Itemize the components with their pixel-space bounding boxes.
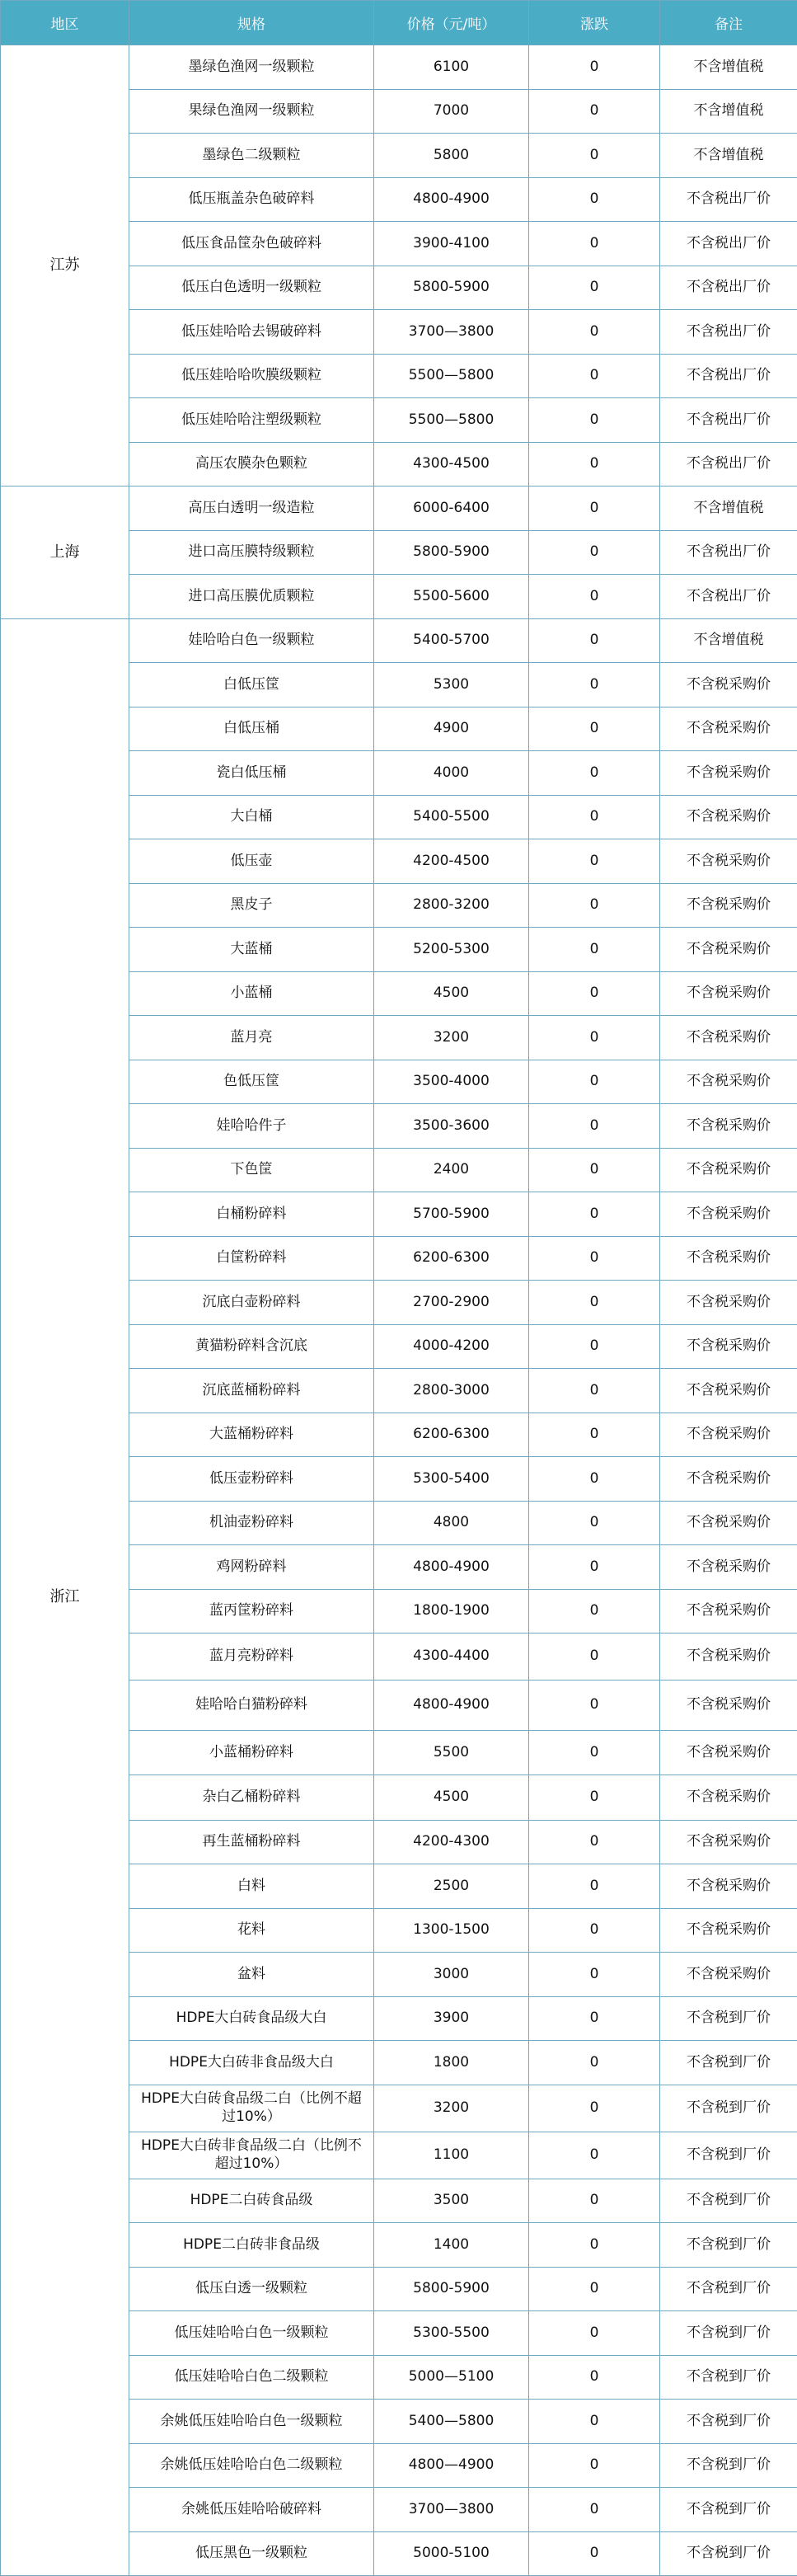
- change-cell: 0: [529, 266, 660, 310]
- price-cell: 4000: [374, 751, 529, 796]
- change-cell: 0: [529, 1681, 660, 1731]
- change-cell: 0: [529, 530, 660, 575]
- change-cell: 0: [529, 1820, 660, 1864]
- change-cell: 0: [529, 575, 660, 619]
- note-cell: 不含税到厂价: [660, 2085, 797, 2132]
- spec-cell: 大蓝桶: [129, 928, 374, 972]
- note-cell: 不含税到厂价: [660, 2132, 797, 2179]
- note-cell: 不含税采购价: [660, 1060, 797, 1104]
- region-cell: 上海: [1, 487, 129, 619]
- spec-cell: 余姚低压娃哈哈破碎料: [129, 2488, 374, 2532]
- price-cell: 3900-4100: [374, 222, 529, 266]
- spec-cell: 白低压桶: [129, 707, 374, 751]
- change-cell: 0: [529, 2085, 660, 2132]
- spec-cell: 低压黑色一级颗粒: [129, 2531, 374, 2576]
- note-cell: 不含税采购价: [660, 795, 797, 839]
- price-cell: 5800-5900: [374, 2267, 529, 2311]
- change-cell: 0: [529, 1192, 660, 1237]
- change-cell: 0: [529, 1324, 660, 1369]
- change-cell: 0: [529, 2400, 660, 2444]
- price-cell: 3700—3800: [374, 2488, 529, 2532]
- price-cell: 5200-5300: [374, 928, 529, 972]
- note-cell: 不含税采购价: [660, 1501, 797, 1545]
- price-cell: 5800: [374, 134, 529, 178]
- change-cell: 0: [529, 1016, 660, 1060]
- note-cell: 不含增值税: [660, 134, 797, 178]
- change-cell: 0: [529, 1731, 660, 1775]
- note-cell: 不含税出厂价: [660, 266, 797, 310]
- spec-cell: HDPE大白砖非食品级二白（比例不超过10%）: [129, 2132, 374, 2179]
- note-cell: 不含税采购价: [660, 1681, 797, 1731]
- change-cell: 0: [529, 839, 660, 884]
- spec-cell: 瓷白低压桶: [129, 751, 374, 796]
- price-cell: 5500-5600: [374, 575, 529, 619]
- note-cell: 不含税采购价: [660, 1864, 797, 1909]
- spec-cell: 低压壶: [129, 839, 374, 884]
- change-cell: 0: [529, 2223, 660, 2268]
- spec-cell: 大蓝桶粉碎料: [129, 1413, 374, 1457]
- change-cell: 0: [529, 928, 660, 972]
- change-cell: 0: [529, 177, 660, 222]
- note-cell: 不含税采购价: [660, 1589, 797, 1634]
- spec-cell: 进口高压膜优质颗粒: [129, 575, 374, 619]
- note-cell: 不含税到厂价: [660, 2311, 797, 2356]
- note-cell: 不含税采购价: [660, 1104, 797, 1149]
- note-cell: 不含税采购价: [660, 1820, 797, 1864]
- spec-cell: 余姚低压娃哈哈白色二级颗粒: [129, 2443, 374, 2488]
- change-cell: 0: [529, 1953, 660, 1997]
- price-cell: 5400-5700: [374, 618, 529, 663]
- header-note: 备注: [660, 1, 797, 45]
- change-cell: 0: [529, 1589, 660, 1634]
- spec-cell: 娃哈哈件子: [129, 1104, 374, 1149]
- note-cell: 不含税采购价: [660, 928, 797, 972]
- price-cell: 6000-6400: [374, 487, 529, 531]
- change-cell: 0: [529, 45, 660, 90]
- price-cell: 1800: [374, 2041, 529, 2085]
- price-cell: 3700—3800: [374, 310, 529, 355]
- header-region: 地区: [1, 1, 129, 45]
- note-cell: 不含税出厂价: [660, 398, 797, 443]
- change-cell: 0: [529, 354, 660, 398]
- spec-cell: 低压娃哈哈吹膜级颗粒: [129, 354, 374, 398]
- note-cell: 不含税采购价: [660, 1775, 797, 1820]
- spec-cell: 小蓝桶粉碎料: [129, 1731, 374, 1775]
- spec-cell: 机油壶粉碎料: [129, 1501, 374, 1545]
- note-cell: 不含税到厂价: [660, 2443, 797, 2488]
- price-cell: 7000: [374, 89, 529, 134]
- note-cell: 不含税采购价: [660, 1545, 797, 1590]
- header-row: [1, 1, 797, 45]
- price-cell: 4800—4900: [374, 2443, 529, 2488]
- change-cell: 0: [529, 1545, 660, 1590]
- header-price: 价格（元/吨）: [374, 1, 529, 45]
- price-cell: 4800-4900: [374, 1545, 529, 1590]
- spec-cell: 小蓝桶: [129, 971, 374, 1016]
- note-cell: 不含税到厂价: [660, 2400, 797, 2444]
- change-cell: 0: [529, 2355, 660, 2400]
- price-cell: 4300-4500: [374, 442, 529, 487]
- change-cell: 0: [529, 751, 660, 796]
- note-cell: 不含税到厂价: [660, 2488, 797, 2532]
- change-cell: 0: [529, 134, 660, 178]
- spec-cell: 大白桶: [129, 795, 374, 839]
- spec-cell: 沉底蓝桶粉碎料: [129, 1369, 374, 1413]
- note-cell: 不含税采购价: [660, 1016, 797, 1060]
- change-cell: 0: [529, 883, 660, 928]
- note-cell: 不含增值税: [660, 89, 797, 134]
- spec-cell: HDPE大白砖食品级二白（比例不超过10%）: [129, 2085, 374, 2132]
- spec-cell: 蓝月亮: [129, 1016, 374, 1060]
- change-cell: 0: [529, 618, 660, 663]
- spec-cell: HDPE二白砖食品级: [129, 2179, 374, 2223]
- price-cell: 4000-4200: [374, 1324, 529, 1369]
- price-cell: 4200-4300: [374, 1820, 529, 1864]
- change-cell: 0: [529, 2311, 660, 2356]
- change-cell: 0: [529, 971, 660, 1016]
- note-cell: 不含税采购价: [660, 1192, 797, 1237]
- spec-cell: 黄猫粉碎料含沉底: [129, 1324, 374, 1369]
- price-cell: 1400: [374, 2223, 529, 2268]
- header-spec: 规格: [129, 1, 374, 45]
- price-cell: 4800-4900: [374, 177, 529, 222]
- note-cell: 不含税出厂价: [660, 354, 797, 398]
- spec-cell: 沉底白壶粉碎料: [129, 1281, 374, 1325]
- price-cell: 3200: [374, 1016, 529, 1060]
- price-cell: 2800-3200: [374, 883, 529, 928]
- price-cell: 4800: [374, 1501, 529, 1545]
- change-cell: 0: [529, 1634, 660, 1681]
- change-cell: 0: [529, 1864, 660, 1909]
- spec-cell: 低压娃哈哈白色二级颗粒: [129, 2355, 374, 2400]
- note-cell: 不含税出厂价: [660, 177, 797, 222]
- note-cell: 不含税采购价: [660, 1281, 797, 1325]
- note-cell: 不含税出厂价: [660, 310, 797, 355]
- price-cell: 3500-3600: [374, 1104, 529, 1149]
- change-cell: 0: [529, 222, 660, 266]
- spec-cell: 杂白乙桶粉碎料: [129, 1775, 374, 1820]
- price-cell: 4300-4400: [374, 1634, 529, 1681]
- price-cell: 5800-5900: [374, 266, 529, 310]
- note-cell: 不含税采购价: [660, 1953, 797, 1997]
- table-header: [1, 1, 797, 45]
- price-cell: 6200-6300: [374, 1236, 529, 1281]
- price-cell: 3200: [374, 2085, 529, 2132]
- price-cell: 5400-5500: [374, 795, 529, 839]
- note-cell: 不含税采购价: [660, 1731, 797, 1775]
- change-cell: 0: [529, 2179, 660, 2223]
- table-row: [1, 45, 797, 90]
- change-cell: 0: [529, 1236, 660, 1281]
- note-cell: 不含税出厂价: [660, 575, 797, 619]
- spec-cell: 低压白色透明一级颗粒: [129, 266, 374, 310]
- spec-cell: HDPE二白砖非食品级: [129, 2223, 374, 2268]
- price-cell: 2500: [374, 1864, 529, 1909]
- spec-cell: 果绿色渔网一级颗粒: [129, 89, 374, 134]
- spec-cell: 余姚低压娃哈哈白色一级颗粒: [129, 2400, 374, 2444]
- note-cell: 不含税到厂价: [660, 2041, 797, 2085]
- change-cell: 0: [529, 1104, 660, 1149]
- price-cell: 5000—5100: [374, 2355, 529, 2400]
- spec-cell: 低压娃哈哈白色一级颗粒: [129, 2311, 374, 2356]
- price-cell: 4200-4500: [374, 839, 529, 884]
- note-cell: 不含税采购价: [660, 751, 797, 796]
- note-cell: 不含税采购价: [660, 1369, 797, 1413]
- price-cell: 4500: [374, 971, 529, 1016]
- change-cell: 0: [529, 663, 660, 707]
- change-cell: 0: [529, 2041, 660, 2085]
- spec-cell: 盆料: [129, 1953, 374, 1997]
- spec-cell: 低压壶粉碎料: [129, 1457, 374, 1502]
- change-cell: 0: [529, 487, 660, 531]
- change-cell: 0: [529, 398, 660, 443]
- note-cell: 不含税到厂价: [660, 2179, 797, 2223]
- price-cell: 5500: [374, 1731, 529, 1775]
- note-cell: 不含税出厂价: [660, 442, 797, 487]
- price-cell: 4500: [374, 1775, 529, 1820]
- price-cell: 3500: [374, 2179, 529, 2223]
- price-cell: 5500—5800: [374, 354, 529, 398]
- spec-cell: 墨绿色渔网一级颗粒: [129, 45, 374, 90]
- change-cell: 0: [529, 89, 660, 134]
- spec-cell: 白料: [129, 1864, 374, 1909]
- spec-cell: 再生蓝桶粉碎料: [129, 1820, 374, 1864]
- price-cell: 6100: [374, 45, 529, 90]
- price-cell: 2800-3000: [374, 1369, 529, 1413]
- spec-cell: 黑皮子: [129, 883, 374, 928]
- note-cell: 不含税采购价: [660, 1908, 797, 1953]
- change-cell: 0: [529, 2267, 660, 2311]
- price-cell: 3500-4000: [374, 1060, 529, 1104]
- note-cell: 不含税采购价: [660, 1236, 797, 1281]
- note-cell: 不含税采购价: [660, 1413, 797, 1457]
- spec-cell: 白桶粉碎料: [129, 1192, 374, 1237]
- price-cell: 1800-1900: [374, 1589, 529, 1634]
- spec-cell: 高压白透明一级造粒: [129, 487, 374, 531]
- note-cell: 不含税采购价: [660, 1634, 797, 1681]
- note-cell: 不含税采购价: [660, 883, 797, 928]
- table-row: [1, 618, 797, 663]
- note-cell: 不含增值税: [660, 618, 797, 663]
- change-cell: 0: [529, 1457, 660, 1502]
- spec-cell: 低压食品筐杂色破碎料: [129, 222, 374, 266]
- table-row: [1, 487, 797, 531]
- change-cell: 0: [529, 2443, 660, 2488]
- note-cell: 不含税采购价: [660, 971, 797, 1016]
- spec-cell: 白低压筐: [129, 663, 374, 707]
- spec-cell: 鸡网粉碎料: [129, 1545, 374, 1590]
- price-cell: 2400: [374, 1148, 529, 1192]
- note-cell: 不含增值税: [660, 487, 797, 531]
- change-cell: 0: [529, 310, 660, 355]
- change-cell: 0: [529, 2531, 660, 2576]
- change-cell: 0: [529, 1281, 660, 1325]
- change-cell: 0: [529, 795, 660, 839]
- spec-cell: 蓝丙筐粉碎料: [129, 1589, 374, 1634]
- price-cell: 5700-5900: [374, 1192, 529, 1237]
- change-cell: 0: [529, 1413, 660, 1457]
- note-cell: 不含税采购价: [660, 663, 797, 707]
- spec-cell: 娃哈哈白猫粉碎料: [129, 1681, 374, 1731]
- note-cell: 不含税到厂价: [660, 2223, 797, 2268]
- spec-cell: 娃哈哈白色一级颗粒: [129, 618, 374, 663]
- price-cell: 5300: [374, 663, 529, 707]
- spec-cell: 蓝月亮粉碎料: [129, 1634, 374, 1681]
- spec-cell: 墨绿色二级颗粒: [129, 134, 374, 178]
- note-cell: 不含税采购价: [660, 1148, 797, 1192]
- change-cell: 0: [529, 1369, 660, 1413]
- price-cell: 5800-5900: [374, 530, 529, 575]
- price-cell: 2700-2900: [374, 1281, 529, 1325]
- change-cell: 0: [529, 1148, 660, 1192]
- note-cell: 不含税采购价: [660, 1324, 797, 1369]
- price-cell: 1100: [374, 2132, 529, 2179]
- change-cell: 0: [529, 707, 660, 751]
- price-cell: 4800-4900: [374, 1681, 529, 1731]
- spec-cell: 低压白透一级颗粒: [129, 2267, 374, 2311]
- change-cell: 0: [529, 1060, 660, 1104]
- price-cell: 5300-5400: [374, 1457, 529, 1502]
- price-cell: 5500—5800: [374, 398, 529, 443]
- note-cell: 不含税到厂价: [660, 2267, 797, 2311]
- note-cell: 不含税采购价: [660, 839, 797, 884]
- region-cell: 江苏: [1, 45, 129, 487]
- note-cell: 不含增值税: [660, 45, 797, 90]
- note-cell: 不含税到厂价: [660, 2355, 797, 2400]
- note-cell: 不含税采购价: [660, 707, 797, 751]
- price-cell: 3000: [374, 1953, 529, 1997]
- price-cell: 5400—5800: [374, 2400, 529, 2444]
- price-cell: 5300-5500: [374, 2311, 529, 2356]
- price-cell: 3900: [374, 1996, 529, 2041]
- change-cell: 0: [529, 442, 660, 487]
- spec-cell: 进口高压膜特级颗粒: [129, 530, 374, 575]
- note-cell: 不含税出厂价: [660, 222, 797, 266]
- spec-cell: 花料: [129, 1908, 374, 1953]
- spec-cell: 低压娃哈哈去锡破碎料: [129, 310, 374, 355]
- change-cell: 0: [529, 1775, 660, 1820]
- spec-cell: HDPE大白砖食品级大白: [129, 1996, 374, 2041]
- price-cell: 1300-1500: [374, 1908, 529, 1953]
- spec-cell: 低压瓶盖杂色破碎料: [129, 177, 374, 222]
- header-change: 涨跌: [529, 1, 660, 45]
- spec-cell: 色低压筐: [129, 1060, 374, 1104]
- table-body: [1, 45, 797, 2576]
- spec-cell: 下色筐: [129, 1148, 374, 1192]
- price-cell: 6200-6300: [374, 1413, 529, 1457]
- note-cell: 不含税采购价: [660, 1457, 797, 1502]
- change-cell: 0: [529, 1501, 660, 1545]
- note-cell: 不含税出厂价: [660, 530, 797, 575]
- region-cell: 浙江: [1, 618, 129, 2576]
- change-cell: 0: [529, 2132, 660, 2179]
- change-cell: 0: [529, 1996, 660, 2041]
- spec-cell: 高压农膜杂色颗粒: [129, 442, 374, 487]
- spec-cell: 低压娃哈哈注塑级颗粒: [129, 398, 374, 443]
- change-cell: 0: [529, 1908, 660, 1953]
- price-cell: 5000-5100: [374, 2531, 529, 2576]
- spec-cell: 白筐粉碎料: [129, 1236, 374, 1281]
- spec-cell: HDPE大白砖非食品级大白: [129, 2041, 374, 2085]
- note-cell: 不含税到厂价: [660, 2531, 797, 2576]
- change-cell: 0: [529, 2488, 660, 2532]
- note-cell: 不含税到厂价: [660, 1996, 797, 2041]
- price-cell: 4900: [374, 707, 529, 751]
